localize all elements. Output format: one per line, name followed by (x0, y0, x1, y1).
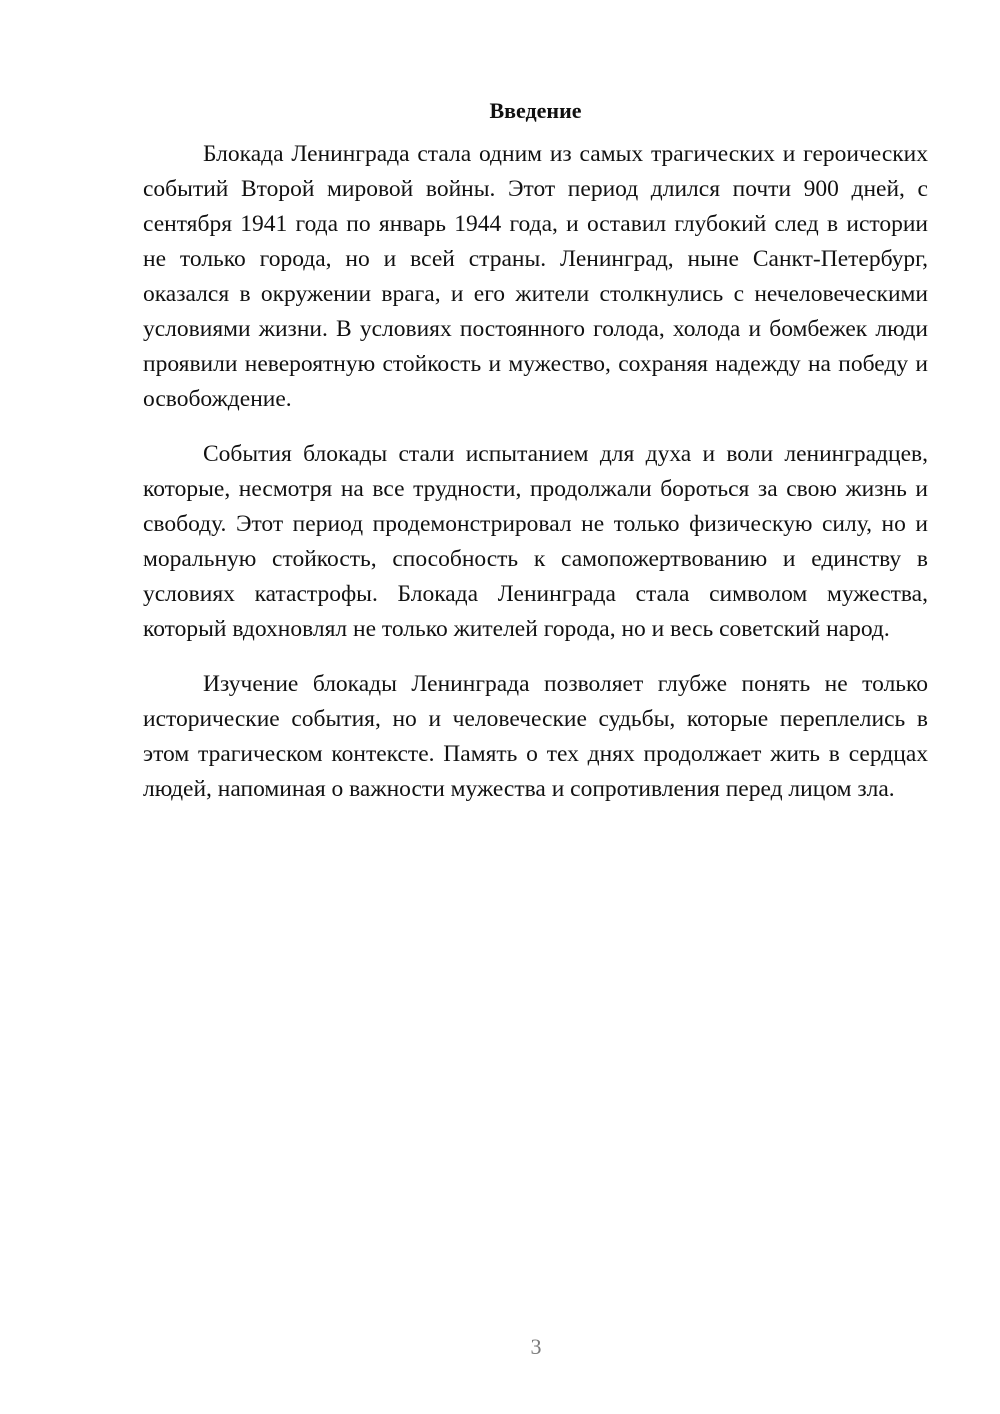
paragraph-3: Изучение блокады Ленинграда позволяет глубже понять не только исторические события, но и человеческие судьбы, которые переплелись в этом трагическом контексте. Память о тех днях продолжает жить в сердцах людей, напоминая о важности мужества и сопротивления перед лицом зла. (143, 671, 928, 802)
page-content (143, 97, 928, 827)
page-number: 3 (530, 1334, 542, 1359)
section-heading: Введение (489, 98, 582, 123)
paragraph-1: Блокада Ленинграда стала одним из самых трагических и героических событий Второй мировой войны. Этот период длился почти 900 дней, с сентября 1941 года по январь 1944 года, и оставил глубокий след в истории не только города, но и всей страны. Ленинград, ныне Санкт-Петербург, оказался в окружении врага, и его жители столкнулись с нечеловеческими условиями жизни. В условиях постоянного голода, холода и бомбежек люди проявили невероятную стойкость и мужество, сохраняя надежду на победу и освобождение. (143, 141, 928, 412)
paragraph-2: События блокады стали испытанием для духа и воли ленинградцев, которые, несмотря на все трудности, продолжали бороться за свою жизнь и свободу. Этот период продемонстрировал не только физическую силу, но и моральную стойкость, способность к самопожертвованию и единству в условиях катастрофы. Блокада Ленинграда стала символом мужества, который вдохновлял не только жителей города, но и весь советский народ. (143, 441, 928, 642)
